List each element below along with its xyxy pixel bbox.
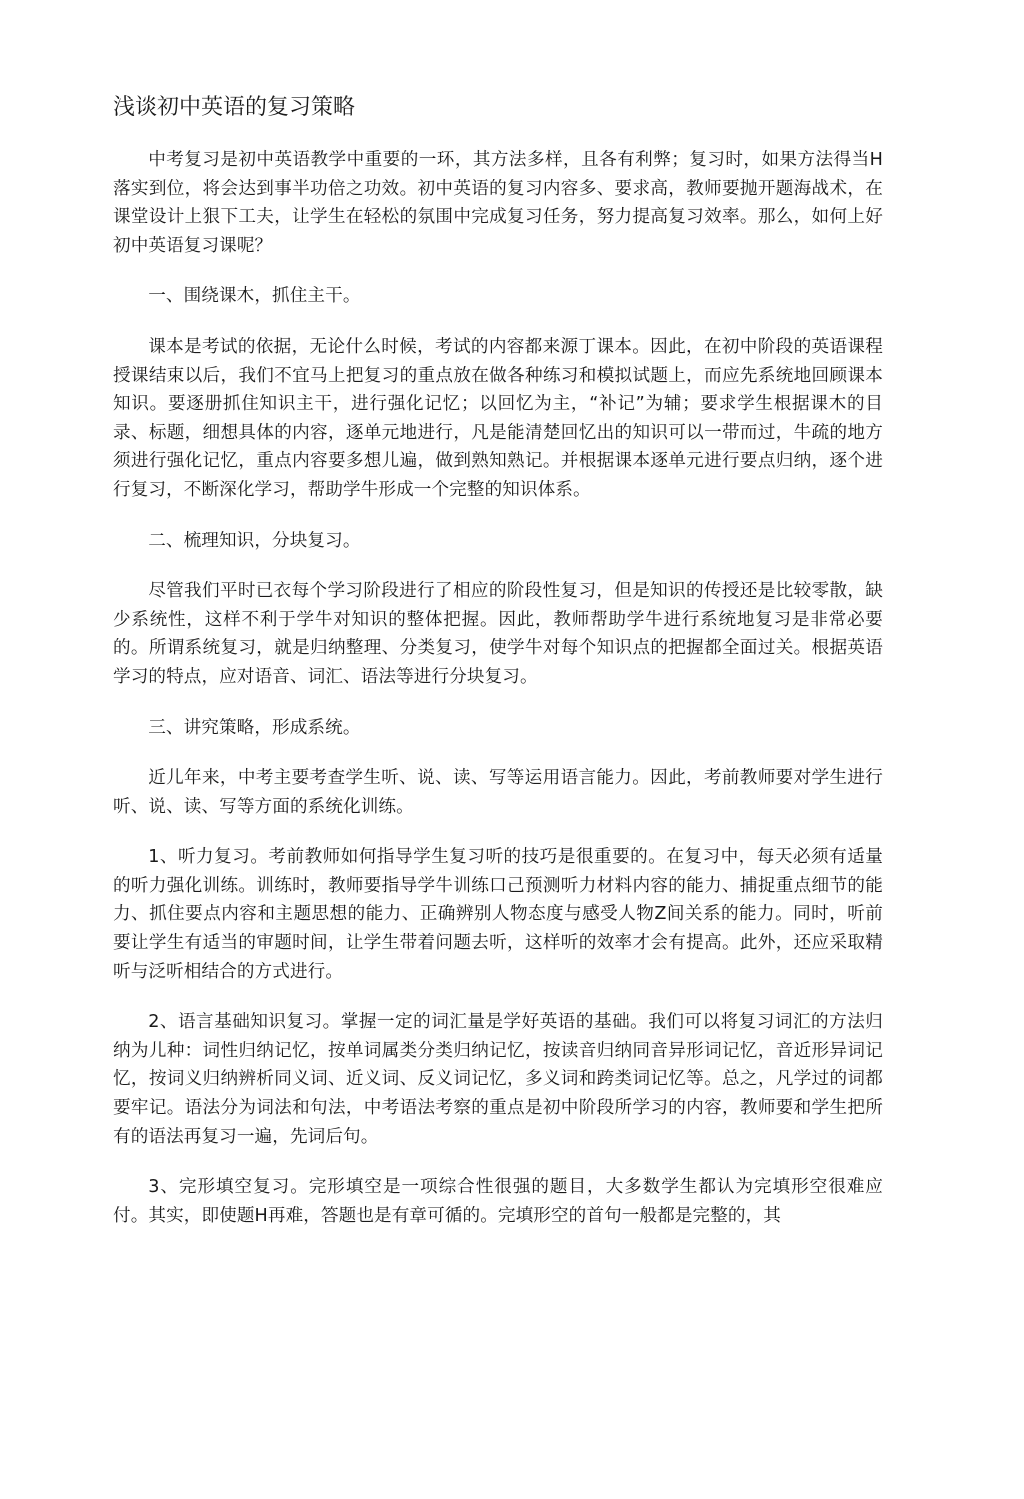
section-1-paragraph: 课本是考试的依据，无论什么时候，考试的内容都来源丁课本。因此，在初中阶段的英语课程授课结束以后，我们不宜马上把复习的重点放在做各种练习和模拟试题上，而应先系统地回顾课本知识。要逐册抓住知识主干，进行强化记忆；以回忆为主，“补记”为辅；要求学生根据课木的目录、标题，细想具体的内容，逐单元地进行，凡是能清楚回忆出的知识可以一带而过，牛疏的地方须进行强化记忆，重点内容要多想儿遍，做到熟知熟记。并根据课本逐单元进行要点归纳，逐个进行复习，不断深化学习，帮助学牛形成一个完整的知识体系。 — [113, 336, 883, 500]
listening-review-paragraph: 1、听力复习。考前教师如何指导学生复习听的技巧是很重要的。在复习中，每天必须有适量的听力强化训练。训练时，教师要指导学牛训练口己预测听力材料内容的能力、捕捉重点细节的能力、抓住要点内容和主题思想的能力、正确辨别人物态度与感受人物Z间关系的能力。同时，听前要让学生有适当的审题时间，让学生带着问题去听，这样听的效率才会有提高。此外，还应采取精听与泛听相结合的方式进行。 — [113, 847, 883, 982]
section-2-paragraph: 尽管我们平时已衣每个学习阶段进行了相应的阶段性复习，但是知识的传授还是比较零散，缺少系统性，这样不利于学牛对知识的整体把握。因此，教师帮助学牛进行系统地复习是非常必要的。所谓系统复习，就是归纳整理、分类复习，使学牛对每个知识点的把握都全面过关。根据英语学习的特点，应对语音、词汇、语法等进行分块复习。 — [113, 581, 883, 687]
document-body — [113, 146, 883, 1230]
section-heading-2: 二、梳理知识，分块复习。 — [148, 530, 361, 551]
cloze-review-paragraph: 3、完形填空复习。完形填空是一项综合性很强的题目，大多数学生都认为完填形空很难应付。其实，即使题H再难，答题也是有章可循的。完填形空的首句一般都是完整的，其 — [113, 1177, 883, 1226]
intro-paragraph: 中考复习是初中英语教学中重要的一环，其方法多样，且各有利弊；复习时，如果方法得当H落实到位，将会达到事半功倍之功效。初中英语的复习内容多、要求高，教师要抛开题海战术，在课堂设计上狠下工夫，让学生在轻松的氛围中完成复习任务，努力提高复习效率。那么，如何上好初中英语复习课呢？ — [113, 150, 883, 256]
section-heading-3: 三、讲究策略，形成系统。 — [148, 717, 361, 738]
section-3-paragraph: 近儿年来，中考主要考查学生听、说、读、写等运用语言能力。因此，考前教师要对学生进行听、说、读、写等方面的系统化训练。 — [113, 768, 883, 817]
document-title: 浅谈初中英语的复习策略 — [113, 95, 356, 120]
section-heading-1: 一、围绕课木，抓住主干。 — [148, 286, 361, 307]
language-basics-paragraph: 2、语言基础知识复习。掌握一定的词汇量是学好英语的基础。我们可以将复习词汇的方法归纳为儿种：词性归纳记忆，按单词属类分类归纳记忆，按读音归纳同音异形词记忆，音近形异词记忆，按词义归纳辨析同义词、近义词、反义词记忆，多义词和跨类词记忆等。总之，凡学过的词都要牢记。语法分为词法和句法，中考语法考察的重点是初中阶段所学习的内容，教师要和学生把所有的语法再复习一遍，先词后句。 — [113, 1012, 883, 1147]
